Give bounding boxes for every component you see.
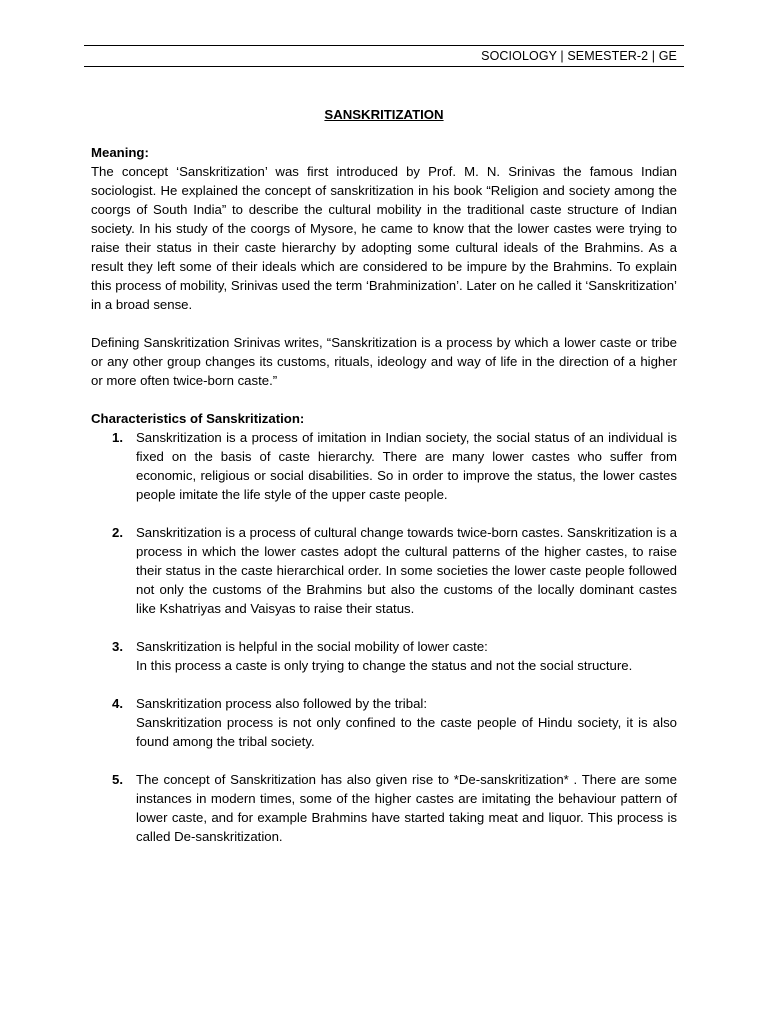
list-item xyxy=(91,523,677,618)
list-item-text: Sanskritization is a process of cultural change towards twice-born castes. Sanskritization is a process in which the lower castes adopt the cultural patterns of the higher castes, to raise their status in the caste hierarchical order. In some societies the lower caste people followed not only the customs of the Brahmins but also the customs of the locally dominant castes like Kshatriyas and Vaisyas to raise their status. xyxy=(136,525,677,616)
definition-paragraph: Defining Sanskritization Srinivas writes, “Sanskritization is a process by which a lower caste or tribe or any other group changes its customs, rituals, ideology and way of life in the direction of a higher or more often twice-born caste.” xyxy=(91,335,677,388)
list-item-text: Sanskritization process also followed by the tribal: xyxy=(136,696,428,711)
list-item-subtext: In this process a caste is only trying to change the status and not the social structure. xyxy=(136,658,633,673)
meaning-heading: Meaning: xyxy=(91,145,149,160)
list-item xyxy=(91,637,677,675)
header-bottom-rule xyxy=(84,66,684,67)
characteristics-heading: Characteristics of Sanskritization: xyxy=(91,411,305,426)
header-top-rule xyxy=(84,45,684,46)
list-item xyxy=(91,428,677,504)
list-item-text: Sanskritization is helpful in the social mobility of lower caste: xyxy=(136,639,488,654)
list-item-number: 5. xyxy=(112,772,123,787)
list-item-number: 4. xyxy=(112,696,123,711)
list-item-number: 3. xyxy=(112,639,123,654)
list-item-number: 2. xyxy=(112,525,123,540)
meaning-paragraph: The concept ‘Sanskritization’ was first introduced by Prof. M. N. Srinivas the famous Indian sociologist. He explained the concept of sanskritization in his book “Religion and society among the coorgs of South India” to describe the cultural mobility in the traditional caste structure of Indian society. In his study of the coorgs of Mysore, he came to know that the lower castes were trying to raise their status in their caste hierarchy by adopting some cultural ideals of the Brahmins. As a result they left some of their ideals which are considered to be impure by the Brahmins. To explain this process of mobility, Srinivas used the term ‘Brahminization’. Later on he called it ‘Sanskritization’ in a broad sense. xyxy=(91,164,677,312)
list-item-number: 1. xyxy=(112,430,123,445)
list-item-text: The concept of Sanskritization has also given rise to *De-sanskritization* . There are some instances in modern times, some of the higher castes are imitating the behaviour pattern of lower caste, and for example Brahmins have started taking meat and liquor. This process is called De-sanskritization. xyxy=(136,772,677,844)
list-item xyxy=(91,694,677,751)
characteristics-list xyxy=(91,428,677,846)
document-title: SANSKRITIZATION xyxy=(324,107,444,122)
document-body xyxy=(91,106,677,865)
list-item-subtext: Sanskritization process is not only confined to the caste people of Hindu society, it is also found among the tribal society. xyxy=(136,715,677,749)
list-item xyxy=(91,770,677,846)
running-header: SOCIOLOGY | SEMESTER-2 | GE xyxy=(481,49,677,63)
list-item-text: Sanskritization is a process of imitation in Indian society, the social status of an individual is fixed on the basis of caste hierarchy. There are many lower castes who suffer from economic, religious or social disabilities. So in order to improve the status, the lower castes people imitate the life style of the upper caste people. xyxy=(136,430,677,502)
